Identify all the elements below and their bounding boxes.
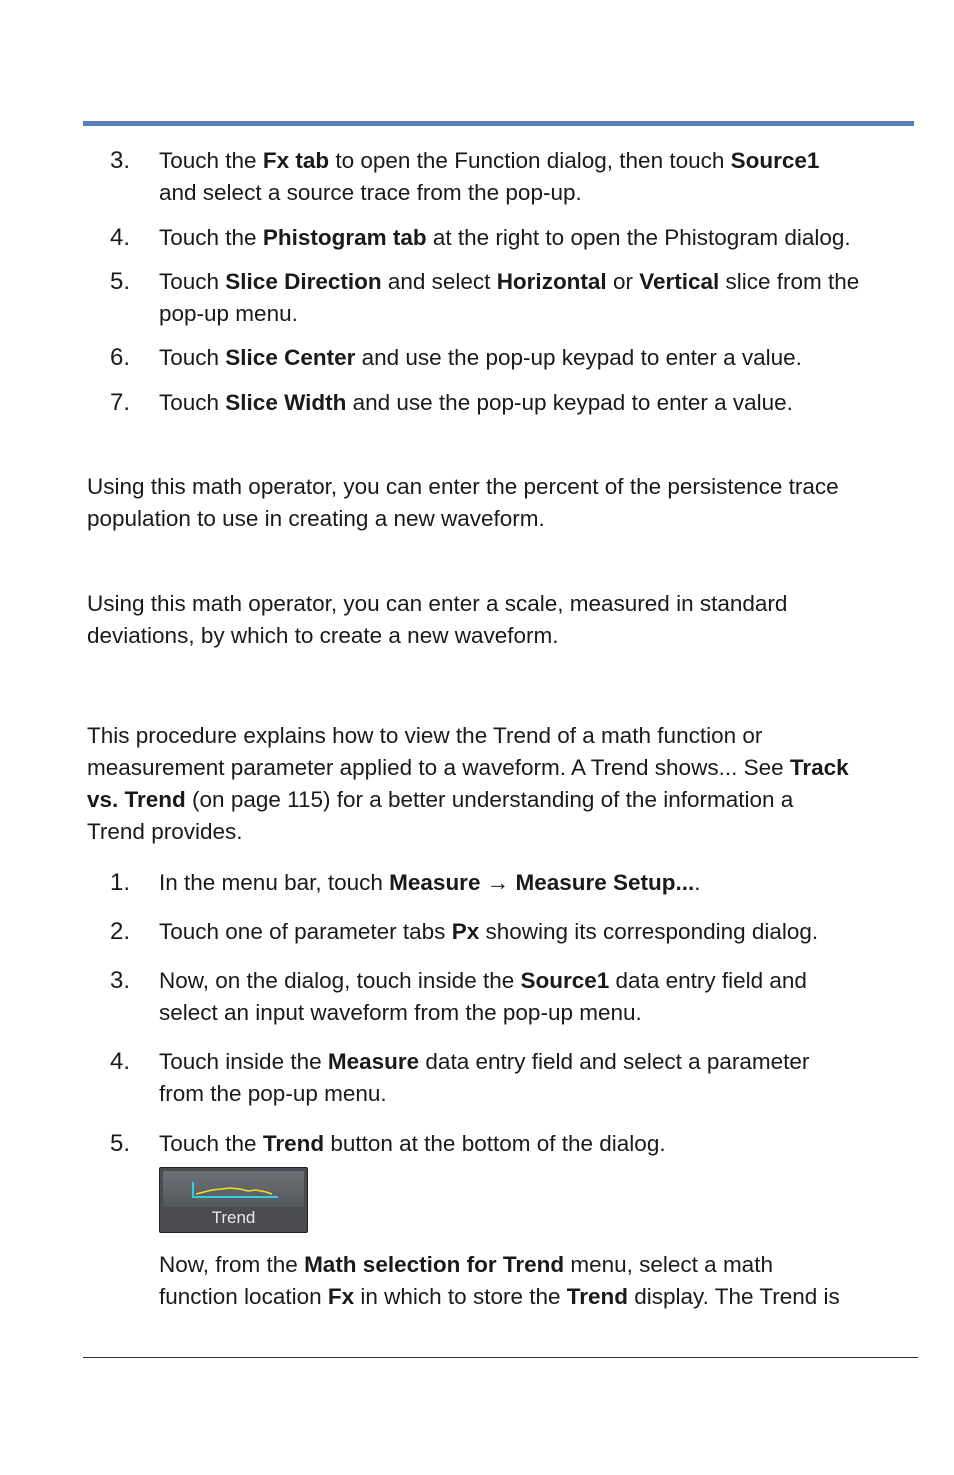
text-run: Touch the — [159, 1131, 263, 1156]
text-run: at the right to open the Phistogram dialog. — [426, 225, 851, 250]
text-run: and use the pop-up keypad to enter a value. — [355, 345, 802, 370]
text-line — [159, 965, 919, 997]
text-run: Touch the — [159, 225, 263, 250]
text-run: Touch one of parameter tabs — [159, 919, 452, 944]
step-number: 3. — [110, 967, 131, 994]
text-line — [87, 471, 917, 503]
text-run: menu, select a math — [564, 1252, 773, 1277]
text-line — [159, 387, 919, 419]
text-run: population to use in creating a new waveform. — [87, 506, 545, 531]
text-run: Touch inside the — [159, 1049, 328, 1074]
text-run: or — [606, 269, 640, 294]
bold-term: Measure → Measure Setup... — [389, 870, 695, 895]
step-text — [159, 145, 919, 209]
text-run: Touch — [159, 269, 226, 294]
text-line — [159, 1128, 919, 1160]
text-run: (on page 115) for a better understanding of the information a — [185, 787, 794, 812]
bold-term: Horizontal — [496, 269, 607, 294]
bold-term: Slice Center — [225, 345, 356, 370]
text-run: . — [694, 870, 701, 895]
bold-term: Phistogram tab — [262, 225, 427, 250]
step-text — [159, 387, 919, 419]
text-run: Now, from the — [159, 1252, 305, 1277]
text-line — [159, 298, 919, 330]
text-run: deviations, by which to create a new waveform. — [87, 623, 559, 648]
step-number: 4. — [110, 1048, 131, 1075]
footer-rule — [83, 1357, 918, 1358]
text-run: select an input waveform from the pop-up menu. — [159, 1000, 642, 1025]
text-run: in which to store the — [354, 1284, 567, 1309]
step-number: 5. — [110, 268, 131, 295]
body-paragraph — [87, 720, 917, 848]
text-run: showing its corresponding dialog. — [479, 919, 819, 944]
bold-term: Slice Direction — [225, 269, 382, 294]
text-run: measurement parameter applied to a waveform. A Trend shows... See — [87, 755, 790, 780]
trend-axis — [193, 1182, 278, 1197]
text-line — [87, 784, 917, 816]
text-run: display. The Trend is — [628, 1284, 840, 1309]
step-text — [159, 1128, 919, 1160]
text-line — [87, 720, 917, 752]
bold-term: Trend — [566, 1284, 629, 1309]
bold-term: Px — [451, 919, 480, 944]
step-text — [159, 266, 919, 330]
step-text — [159, 342, 919, 374]
text-run: In the menu bar, touch — [159, 870, 390, 895]
text-run: Using this math operator, you can enter the percent of the persistence trace — [87, 474, 839, 499]
bold-term: Math selection for Trend — [304, 1252, 565, 1277]
trend-button[interactable] — [159, 1167, 308, 1233]
text-line — [159, 1281, 919, 1313]
text-run: Touch — [159, 345, 226, 370]
step-text — [159, 916, 919, 948]
text-line — [159, 145, 919, 177]
bold-term: Trend — [262, 1131, 325, 1156]
body-paragraph — [87, 471, 917, 535]
bold-term: Fx — [327, 1284, 355, 1309]
step-number: 7. — [110, 389, 131, 416]
text-line — [87, 752, 917, 784]
bold-term: Source1 — [520, 968, 610, 993]
text-line — [159, 1249, 919, 1281]
text-line — [159, 266, 919, 298]
text-run: and select — [381, 269, 497, 294]
step-number: 1. — [110, 869, 131, 896]
body-paragraph — [87, 588, 917, 652]
text-run: This procedure explains how to view the Trend of a math function or — [87, 723, 763, 748]
text-run: Touch — [159, 390, 226, 415]
text-line — [159, 177, 919, 209]
text-run: slice from the — [719, 269, 860, 294]
step-text — [159, 965, 919, 1029]
text-run: from the pop-up menu. — [159, 1081, 387, 1106]
text-run: and use the pop-up keypad to enter a value. — [346, 390, 793, 415]
text-line — [87, 816, 917, 848]
text-run: Touch the — [159, 148, 263, 173]
step-text — [159, 222, 919, 254]
step-number: 5. — [110, 1130, 131, 1157]
text-line — [159, 916, 919, 948]
text-run: function location — [159, 1284, 328, 1309]
text-line — [159, 867, 919, 899]
text-run: data entry field and select a parameter — [419, 1049, 810, 1074]
bold-term: vs. Trend — [87, 787, 186, 812]
step-text — [159, 867, 919, 899]
text-line — [159, 1078, 919, 1110]
bold-term: Vertical — [639, 269, 720, 294]
text-line — [159, 997, 919, 1029]
bold-term: Fx tab — [262, 148, 330, 173]
step-number: 6. — [110, 344, 131, 371]
trend-trace — [196, 1188, 272, 1194]
text-run: button at the bottom of the dialog. — [324, 1131, 666, 1156]
text-run: Now, on the dialog, touch inside the — [159, 968, 521, 993]
header-rule — [83, 121, 914, 126]
text-run: Trend provides. — [87, 819, 243, 844]
body-paragraph — [159, 1249, 919, 1313]
text-line — [87, 503, 917, 535]
text-line — [159, 342, 919, 374]
bold-term: Slice Width — [225, 390, 347, 415]
text-line — [159, 222, 919, 254]
text-run: Using this math operator, you can enter a scale, measured in standard — [87, 591, 788, 616]
step-number: 3. — [110, 147, 131, 174]
bold-term: Source1 — [730, 148, 820, 173]
bold-term: Track — [789, 755, 849, 780]
step-number: 2. — [110, 918, 131, 945]
step-number: 4. — [110, 224, 131, 251]
text-run: and select a source trace from the pop-up. — [159, 180, 582, 205]
text-line — [87, 588, 917, 620]
trend-button-label: Trend — [211, 1208, 256, 1227]
step-text — [159, 1046, 919, 1110]
text-run: pop-up menu. — [159, 301, 298, 326]
text-line — [87, 620, 917, 652]
text-line — [159, 1046, 919, 1078]
bold-term: Measure — [327, 1049, 420, 1074]
text-run: data entry field and — [609, 968, 807, 993]
text-run: to open the Function dialog, then touch — [329, 148, 731, 173]
